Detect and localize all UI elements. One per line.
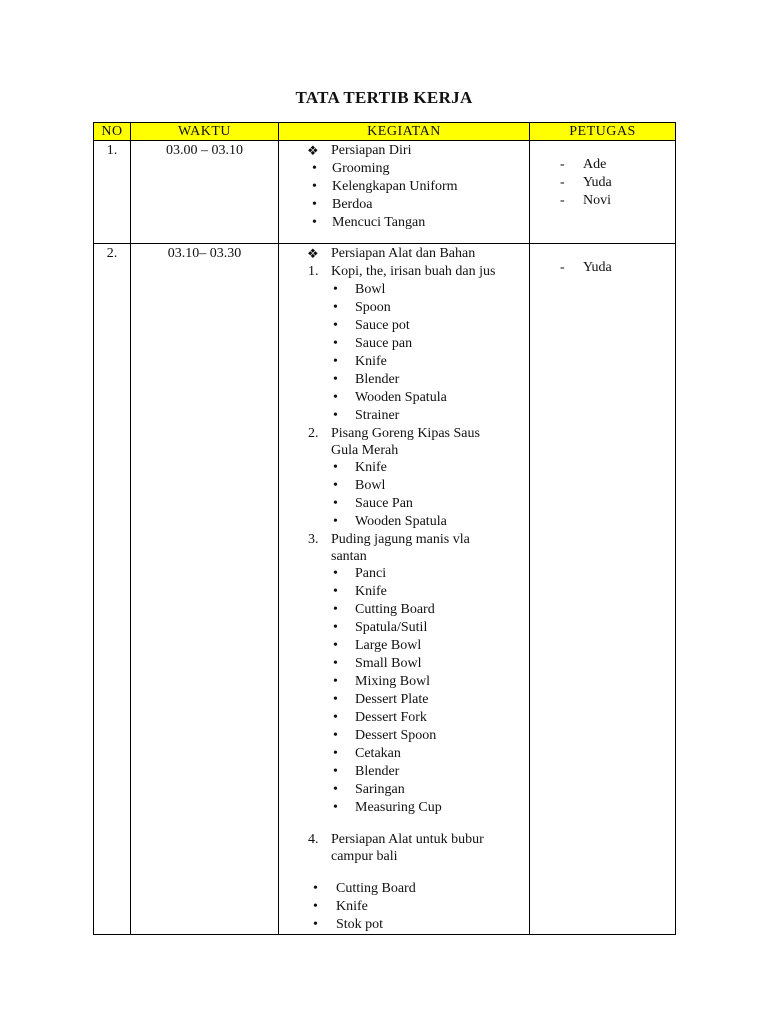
list-item: • Measuring Cup (333, 800, 442, 815)
list-item: • Cutting Board (313, 881, 416, 896)
list-item: • Dessert Plate (333, 692, 429, 707)
list-item: • Spatula/Sutil (333, 620, 428, 635)
staff-item: - Yuda (560, 260, 612, 275)
list-item: • Sauce Pan (333, 496, 413, 511)
list-item: • Kelengkapan Uniform (312, 179, 458, 194)
staff-item: - Ade (560, 157, 607, 172)
staff-item: - Yuda (560, 175, 612, 190)
list-item: • Large Bowl (333, 638, 422, 653)
cell-no: 2. (94, 244, 131, 935)
list-item: • Knife (333, 584, 387, 599)
group-label: 3. Puding jagung manis vla santan (308, 532, 470, 564)
header-waktu: WAKTU (131, 123, 279, 141)
list-item: • Mencuci Tangan (312, 215, 426, 230)
list-item: • Knife (333, 460, 387, 475)
group-label: 1. Kopi, the, irisan buah dan jus (308, 264, 496, 279)
cell-waktu: 03.00 – 03.10 (131, 141, 279, 244)
list-item: • Dessert Spoon (333, 728, 437, 743)
header-row (94, 123, 676, 141)
document-title: TATA TERTIB KERJA (295, 88, 473, 107)
list-item: • Knife (333, 354, 387, 369)
list-item: • Wooden Spatula (333, 390, 447, 405)
list-item: • Sauce pot (333, 318, 410, 333)
header-kegiatan: KEGIATAN (279, 123, 530, 141)
list-item: • Panci (333, 566, 387, 581)
list-item: • Wooden Spatula (333, 514, 447, 529)
schedule-table (93, 122, 676, 935)
list-item: • Bowl (333, 282, 386, 297)
group-label: 2. Pisang Goreng Kipas Saus Gula Merah (308, 426, 480, 458)
list-item: • Strainer (333, 408, 400, 423)
cell-petugas (530, 141, 676, 244)
list-item: • Mixing Bowl (333, 674, 431, 689)
list-item: • Dessert Fork (333, 710, 427, 725)
header-no: NO (94, 123, 131, 141)
cell-no: 1. (94, 141, 131, 244)
staff-item: - Novi (560, 193, 611, 208)
list-item: • Grooming (312, 161, 390, 176)
list-item: • Spoon (333, 300, 391, 315)
list-item: • Stok pot (313, 917, 384, 932)
diamond-bullet-icon: ❖ (307, 143, 319, 158)
header-petugas: PETUGAS (530, 123, 676, 141)
cell-kegiatan (279, 141, 530, 244)
list-item: • Small Bowl (333, 656, 422, 671)
list-item: • Knife (313, 899, 368, 914)
table-row (94, 244, 676, 935)
activity-heading: ❖ Persiapan Alat dan Bahan (307, 246, 476, 261)
list-item: • Cetakan (333, 746, 401, 761)
list-item: • Blender (333, 764, 400, 779)
cell-kegiatan (279, 244, 530, 935)
group-label: 4. Persiapan Alat untuk bubur campur bali (308, 832, 484, 864)
cell-waktu: 03.10– 03.30 (131, 244, 279, 935)
table-row (94, 141, 676, 244)
list-item: • Cutting Board (333, 602, 435, 617)
diamond-bullet-icon: ❖ (307, 246, 319, 261)
list-item: • Blender (333, 372, 400, 387)
list-item: • Berdoa (312, 197, 373, 212)
list-item: • Bowl (333, 478, 386, 493)
list-item: • Saringan (333, 782, 405, 797)
activity-heading: ❖ Persiapan Diri (307, 143, 412, 158)
list-item: • Sauce pan (333, 336, 413, 351)
cell-petugas (530, 244, 676, 935)
